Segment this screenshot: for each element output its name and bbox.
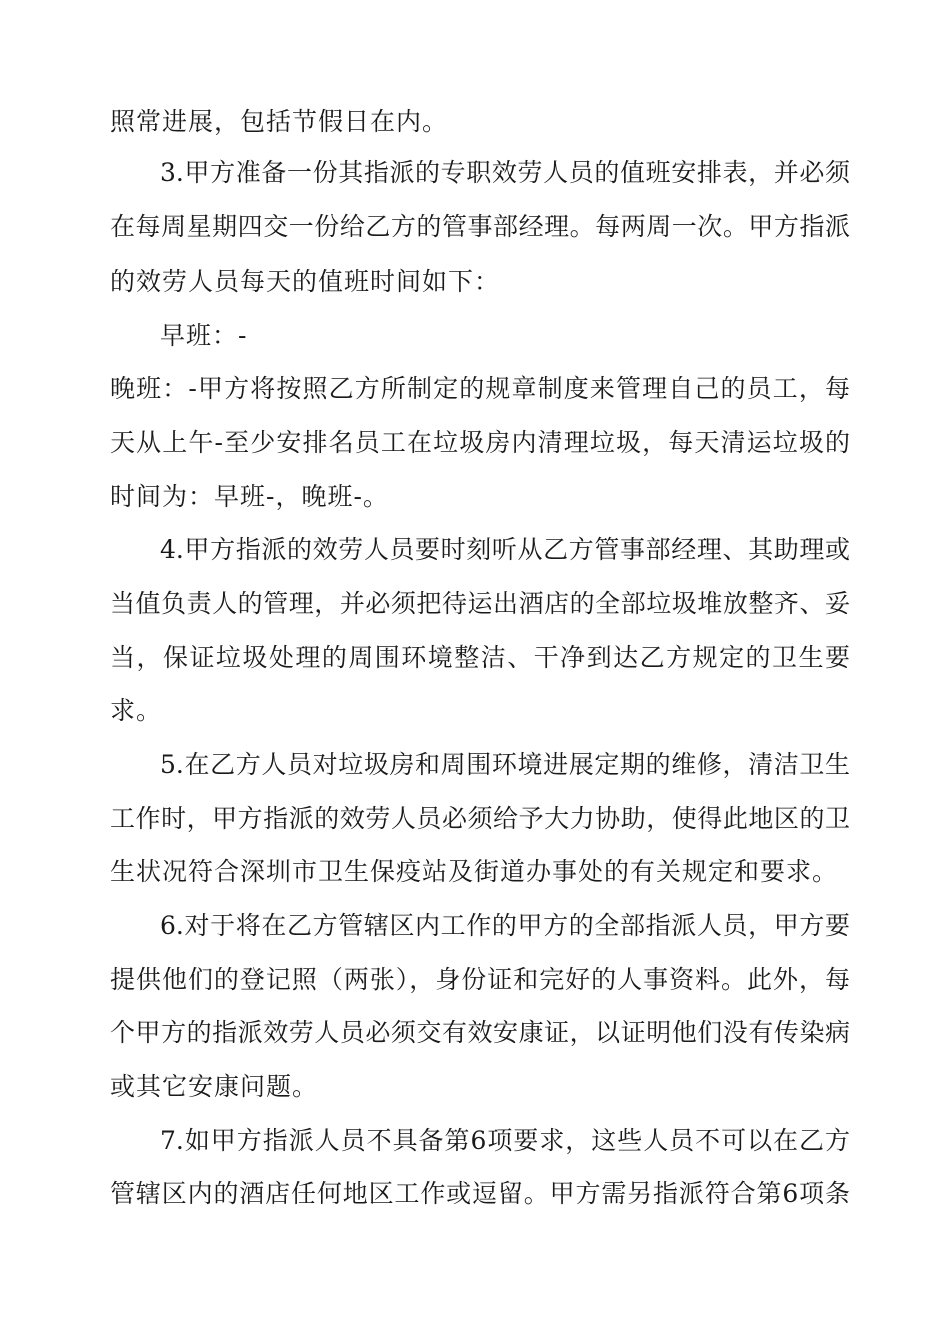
evening-shift-line: 晚班：-甲方将按照乙方所制定的规章制度来管理自己的员工，每 <box>110 374 850 403</box>
paragraph-6-line: 6.对于将在乙方管辖区内工作的甲方的全部指派人员，甲方要 <box>160 911 850 940</box>
text-line: 的效劳人员每天的值班时间如下： <box>110 267 501 296</box>
morning-shift-line: 早班：- <box>160 321 248 350</box>
text-line: 时间为：早班-，晚班-。 <box>110 482 389 511</box>
text-line: 生状况符合深圳市卫生保疫站及街道办事处的有关规定和要求。 <box>110 857 839 886</box>
text-line: 提供他们的登记照（两张），身份证和完好的人事资料。此外，每 <box>110 965 850 994</box>
text-line: 个甲方的指派效劳人员必须交有效安康证，以证明他们没有传染病 <box>110 1018 850 1047</box>
paragraph-7-line: 7.如甲方指派人员不具备第6项要求，这些人员不可以在乙方 <box>160 1126 850 1155</box>
paragraph-5-line: 5.在乙方人员对垃圾房和周围环境进展定期的维修，清洁卫生 <box>160 750 850 779</box>
text-line: 工作时，甲方指派的效劳人员必须给予大力协助，使得此地区的卫 <box>110 804 850 833</box>
text-line: 天从上午-至少安排名员工在垃圾房内清理垃圾，每天清运垃圾的 <box>110 428 850 457</box>
paragraph-4-line: 4.甲方指派的效劳人员要时刻听从乙方管事部经理、其助理或 <box>160 535 850 564</box>
text-line: 在每周星期四交一份给乙方的管事部经理。每两周一次。甲方指派 <box>110 212 850 241</box>
text-line: 或其它安康问题。 <box>110 1072 319 1101</box>
text-line: 管辖区内的酒店任何地区工作或逗留。甲方需另指派符合第6项条 <box>110 1179 850 1208</box>
text-line: 照常进展，包括节假日在内。 <box>110 107 449 136</box>
paragraph-3-line: 3.甲方准备一份其指派的专职效劳人员的值班安排表，并必须 <box>160 158 850 187</box>
text-line: 当，保证垃圾处理的周围环境整洁、干净到达乙方规定的卫生要 <box>110 643 850 672</box>
text-line: 求。 <box>110 696 163 725</box>
text-line: 当值负责人的管理，并必须把待运出酒店的全部垃圾堆放整齐、妥 <box>110 589 850 618</box>
